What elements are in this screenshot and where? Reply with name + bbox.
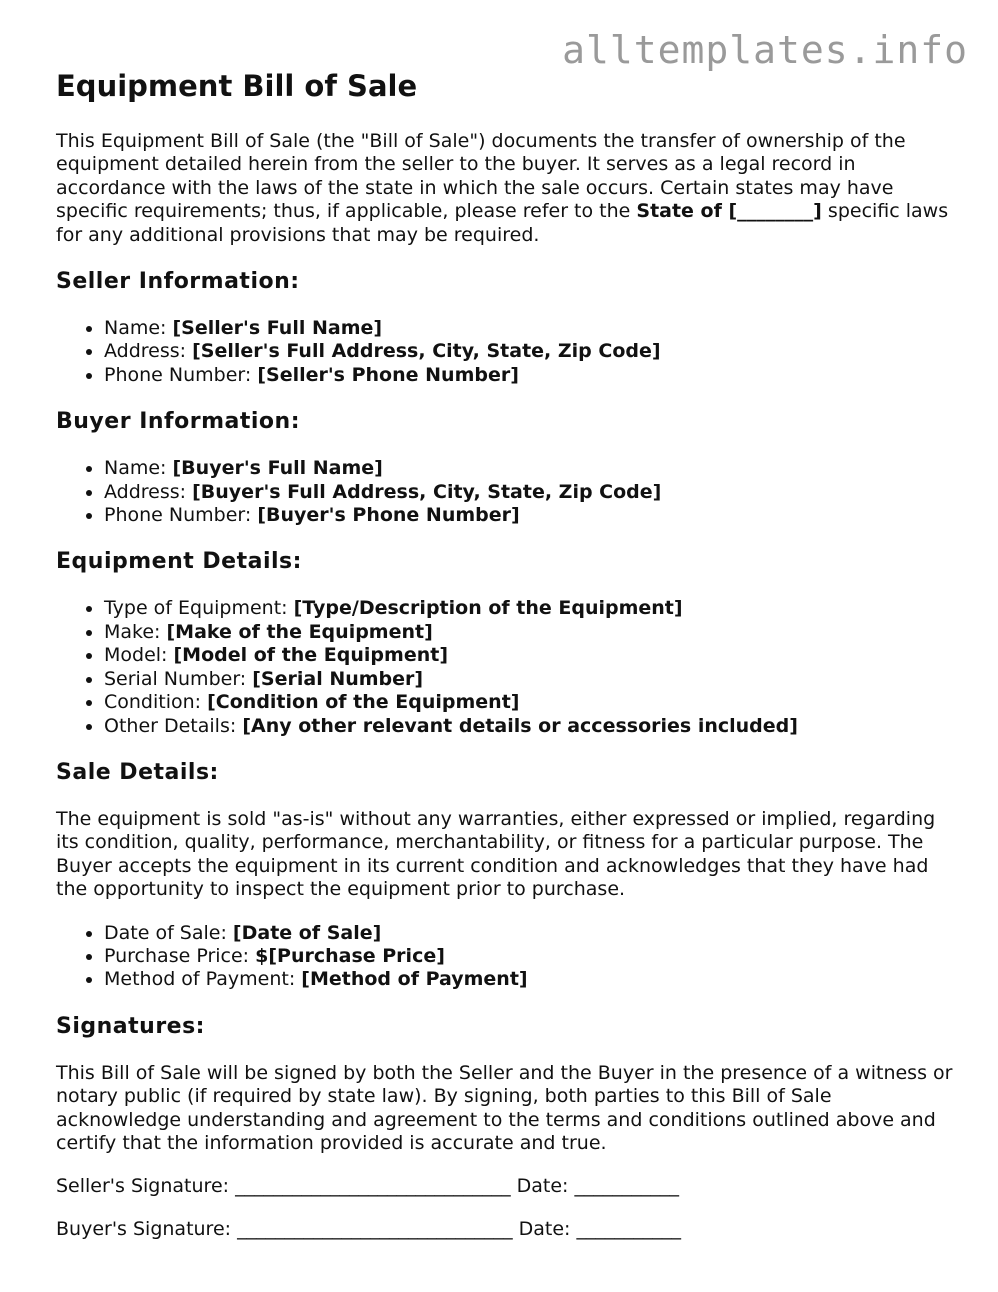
item-label: Other Details: (104, 714, 243, 737)
item-value: $[Purchase Price] (255, 944, 445, 967)
item-value: [Any other relevant details or accessories included] (242, 714, 798, 737)
list-item (104, 968, 956, 991)
seller-signature-line[interactable]: Seller's Signature: _____________________________ Date: ___________ (56, 1175, 679, 1198)
equipment-heading: Equipment Details: (56, 549, 302, 575)
seller-list (56, 317, 956, 387)
item-label: Model: (104, 644, 174, 667)
document-page (56, 66, 956, 1260)
list-item (104, 340, 956, 363)
signatures-paragraph: This Bill of Sale will be signed by both the Seller and the Buyer in the presence of a witness or notary public (if required by state law). By signing, both parties to this Bill of Sale acknowledge understanding and agreement to the terms and conditions outlined above and certify that the information provided is accurate and true. (56, 1061, 953, 1154)
item-label: Date of Sale: (104, 921, 233, 944)
item-label: Method of Payment: (104, 968, 302, 991)
buyer-heading: Buyer Information: (56, 409, 300, 435)
list-item (104, 317, 956, 340)
seller-heading: Seller Information: (56, 269, 300, 295)
equipment-list (56, 597, 956, 737)
signatures-heading: Signatures: (56, 1013, 205, 1039)
item-label: Type of Equipment: (104, 597, 294, 620)
intro-text-end: specific laws for any additional provisions that may be required. (56, 200, 949, 246)
item-value: [Seller's Full Address, City, State, Zip Code] (192, 340, 661, 363)
item-label: Serial Number: (104, 667, 253, 690)
watermark: alltemplates.info (562, 28, 968, 72)
item-value: [Seller's Full Name] (172, 317, 383, 340)
buyer-list (56, 457, 956, 527)
item-value: [Buyer's Full Address, City, State, Zip Code] (192, 480, 662, 503)
list-item (104, 922, 956, 945)
item-label: Phone Number: (104, 363, 258, 386)
item-value: [Method of Payment] (301, 968, 528, 991)
page-title: Equipment Bill of Sale (56, 69, 418, 103)
list-item (104, 457, 956, 480)
list-item (104, 597, 956, 620)
item-value: [Model of the Equipment] (173, 644, 448, 667)
item-value: [Serial Number] (252, 667, 424, 690)
buyer-signature-line[interactable]: Buyer's Signature: _____________________________ Date: ___________ (56, 1217, 681, 1240)
item-value: [Type/Description of the Equipment] (293, 597, 683, 620)
list-item (104, 668, 956, 691)
item-value: [Seller's Phone Number] (257, 363, 519, 386)
item-label: Name: (104, 317, 173, 340)
item-label: Make: (104, 620, 167, 643)
item-value: [Date of Sale] (232, 921, 382, 944)
item-label: Purchase Price: (104, 944, 256, 967)
list-item (104, 715, 956, 738)
item-value: [Buyer's Phone Number] (257, 504, 520, 527)
intro-text: This Equipment Bill of Sale (the "Bill of Sale") documents the transfer of ownership of the equipment detailed herein from the seller to the buyer. It serves as a legal record in accordance with the laws of the state in which the sale occurs. Certain states may have specific requirements; thus, if applicable, please refer to the (56, 130, 906, 223)
list-item (104, 481, 956, 504)
item-label: Name: (104, 457, 173, 480)
item-label: Phone Number: (104, 504, 258, 527)
item-label: Address: (104, 480, 193, 503)
list-item (104, 621, 956, 644)
intro-paragraph (56, 130, 956, 247)
list-item (104, 644, 956, 667)
item-value: [Buyer's Full Name] (172, 457, 383, 480)
list-item (104, 364, 956, 387)
sale-heading: Sale Details: (56, 759, 219, 785)
item-label: Condition: (104, 691, 208, 714)
sale-paragraph: The equipment is sold "as-is" without any warranties, either expressed or implied, regarding its condition, quality, performance, merchantability, or fitness for a particular purpose. The Buyer accepts the equipment in its current condition and acknowledges that they have had the opportunity to inspect the equipment prior to purchase. (56, 807, 936, 901)
list-item (104, 945, 956, 968)
list-item (104, 504, 956, 527)
item-label: Address: (104, 340, 193, 363)
list-item (104, 691, 956, 714)
state-placeholder: State of [________] (636, 200, 822, 223)
item-value: [Make of the Equipment] (166, 620, 433, 643)
item-value: [Condition of the Equipment] (207, 691, 520, 714)
sale-list (56, 922, 956, 992)
